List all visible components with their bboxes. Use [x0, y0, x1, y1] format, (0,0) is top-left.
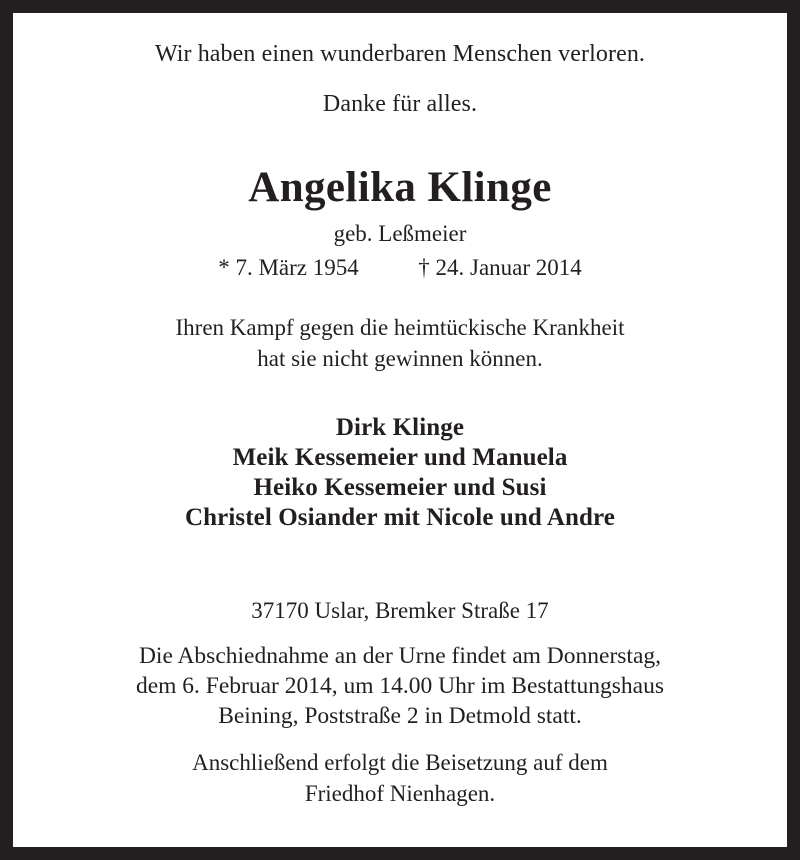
intro-line-1: Wir haben einen wunderbaren Menschen verloren.	[154, 41, 646, 67]
deceased-name-block	[218, 164, 582, 283]
service-details	[136, 596, 664, 809]
survivor-line: Christel Osiander mit Nicole und Andre	[185, 504, 615, 531]
survivor-line: Dirk Klinge	[335, 414, 465, 441]
death-date: † 24. Januar 2014	[418, 255, 582, 280]
survivor-line: Meik Kessemeier und Manuela	[232, 444, 568, 471]
maiden-name: geb. Leßmeier	[333, 221, 467, 246]
intro-line-2: Danke für alles.	[322, 91, 478, 117]
obituary-notice	[13, 13, 787, 847]
survivor-line: Heiko Kessemeier und Susi	[253, 474, 547, 501]
service-announcement	[136, 641, 664, 731]
birth-date: * 7. März 1954	[218, 255, 359, 280]
burial-line-1: Anschließend erfolgt die Beisetzung auf dem	[192, 750, 608, 775]
deceased-name: Angelika Klinge	[248, 164, 552, 211]
tribute-message	[176, 312, 625, 374]
intro-message	[155, 39, 645, 119]
address-line: 37170 Uslar, Bremker Straße 17	[251, 598, 549, 623]
burial-announcement	[136, 747, 664, 809]
burial-line-2: Friedhof Nienhagen.	[304, 781, 496, 806]
life-dates	[218, 253, 582, 283]
survivors-list	[185, 413, 615, 533]
service-line-3: Beining, Poststraße 2 in Detmold statt.	[218, 703, 582, 729]
tribute-line-2: hat sie nicht gewinnen können.	[257, 346, 543, 371]
service-line-1: Die Abschiednahme an der Urne findet am Donnerstag,	[138, 643, 662, 669]
service-line-2: dem 6. Februar 2014, um 14.00 Uhr im Bestattungshaus	[135, 673, 665, 699]
tribute-line-1: Ihren Kampf gegen die heimtückische Krankheit	[175, 315, 625, 340]
